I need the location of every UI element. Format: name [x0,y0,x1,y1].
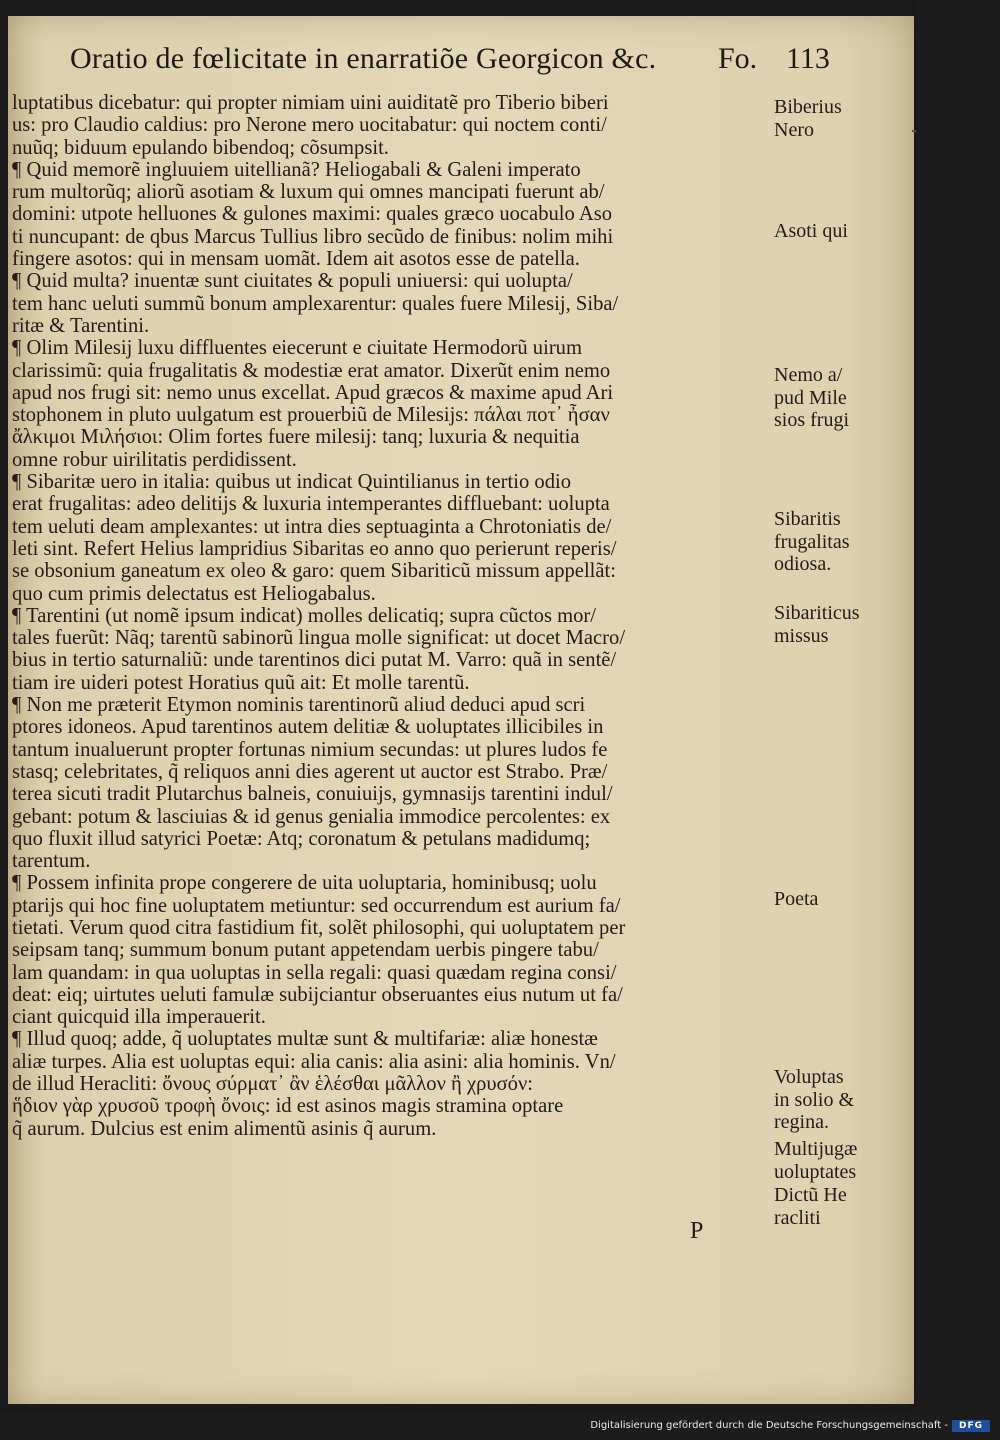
text-line: omne robur uirilitatis perdidissent. [12,448,297,471]
text-line: tarentum. [12,850,91,873]
text-line: tietati. Verum quod citra fastidium fit, solẽt philosophi, qui uoluptatem per [12,916,626,939]
marginal-note-sibariticus [774,602,914,647]
marginal-note-voluptas [774,1066,914,1134]
marginal-note-line: in solio & [774,1088,855,1111]
marginal-note-line: odiosa. [774,553,832,575]
text-line: ¶ Possem infinita prope congerere de uita uoluptaria, hominibusq; uolu [12,872,597,895]
text-line: se obsonium ganeatum ex oleo & garo: quem Sibariticũ missum appellãt: [12,560,616,583]
marginal-note-line: uoluptates [774,1160,857,1183]
marginal-note-sibaritis [774,508,914,576]
text-line: lam quandam: in qua uoluptas in sella regali: quasi quædam regina consi/ [12,961,617,984]
text-line: seipsam tanq; summum bonum putant appetendam uerbis pingere tabu/ [12,939,599,962]
marginal-note-line: Nero [774,118,814,141]
text-line: us: pro Claudio caldius: pro Nerone mero uocitabatur: qui noctem conti/ [12,114,607,137]
text-line: ptarijs qui hoc fine uoluptatem metiuntur: sed occurrendum est aurium fa/ [12,894,621,917]
running-head-title: Oratio de fœlicitate in enarratiõe Georgicon &c. [70,42,657,75]
text-line: de illud Heracliti: ὄνους σύρματ᾽ ἂν ἑλέσθαι μᾶλλον ἢ χρυσόν: [12,1073,533,1096]
text-line: quo cum primis delectatus est Heliogabalus. [12,582,376,605]
text-line: ptores idoneos. Apud tarentinos autem delitiæ & uoluptates illicibiles in [12,716,604,739]
text-line: erat frugalitas: adeo delitijs & luxuria intemperantes diffluebant: uolupta [12,493,610,516]
marginal-note-multijugae [774,1138,914,1183]
text-line: ¶ Non me præterit Etymon nominis tarentinorũ aliud deduci apud scri [12,694,586,717]
folio-label: Fo. [718,42,758,75]
text-line: ciant quicquid illa imperauerit. [12,1006,266,1029]
text-line: quo fluxit illud satyrici Poetæ: Atq; coronatum & petulans madidumq; [12,827,591,850]
text-line: rum multorũq; aliorũ asotiam & luxum qui omnes mancipati fuerunt ab/ [12,181,605,204]
marginal-note-line: Dictũ He [774,1184,847,1206]
marginal-note-line: Asoti qui [774,220,848,242]
text-line: ἄλκιμοι Μιλήσιοι: Olim fortes fuere milesij: tanq; luxuria & nequitia [12,426,580,449]
text-line: clarissimũ: quia frugalitatis & modestiæ erat amator. Dixerũt enim nemo [12,359,611,382]
text-line: ¶ Illud quoq; adde, q̃ uoluptates multæ sunt & multifariæ: aliæ honestæ [12,1028,598,1051]
text-line: domini: utpote helluones & gulones maximi: quales græco uocabulo Aso [12,203,613,226]
folio-number: 113 [786,42,830,75]
marginal-note-line: Voluptas [774,1066,844,1088]
marginal-note-line: Multijugæ [774,1138,858,1160]
text-line [12,1140,772,1162]
marginal-note-line: racliti [774,1206,821,1229]
marginal-note-nemo [774,364,914,432]
text-line: tiam ire uideri potest Horatius quũ ait: Et molle tarentũ. [12,671,470,694]
text-line: tales fuerũt: Nãq; tarentũ sabinorũ lingua molle significat: ut docet Macro/ [12,627,626,650]
text-line: nuũq; biduum epulando bibendoq; cõsumpsit. [12,136,389,159]
marginal-note-line: Biberius [774,96,842,118]
marginal-note-line: frugalitas [774,530,850,553]
marginal-note-biberius [774,96,914,141]
marginal-note-line: Sibariticus [774,602,860,624]
dfg-logo: DFG [952,1420,990,1432]
text-line: q̃ aurum. Dulcius est enim alimentũ asinis q̃ aurum. [12,1117,437,1140]
text-line: ¶ Sibaritæ uero in italia: quibus ut indicat Quintilianus in tertio odio [12,471,572,494]
marginal-note-line: Nemo a/ [774,364,843,386]
text-line: fingere asotos: qui in mensam uomãt. Idem ait asotos esse de patella. [12,248,580,271]
text-line: stophonem in pluto uulgatum est prouerbiũ de Milesijs: πάλαι ποτ᾽ ἦσαν [12,404,610,427]
signature-mark: P [690,1218,704,1244]
text-line: luptatibus dicebatur: qui propter nimiam uini auiditatẽ pro Tiberio biberi [12,92,609,114]
text-line: ¶ Tarentini (ut nomẽ ipsum indicat) molles delicatiq; supra cũctos mor/ [12,604,597,627]
dfg-footer-text: Digitalisierung gefördert durch die Deutsche Forschungsgemeinschaft - [590,1420,948,1431]
text-line: tem ueluti deam amplexantes: ut intra dies septuaginta a Chrotoniatis de/ [12,515,612,538]
marginal-note-poeta [774,888,914,911]
text-line: ἥδιον γὰρ χρυσοῦ τροφὴ ὄνοις: id est asinos magis stramina optare [12,1095,564,1118]
text-line: ritæ & Tarentini. [12,314,150,337]
text-line: gebant: potum & lasciuias & id genus genialia immodice percolentes: ex [12,805,611,828]
marginal-note-line: pud Mile [774,386,847,409]
marginal-note-line: missus [774,624,829,647]
marginal-note-line: regina. [774,1111,829,1133]
text-line: stasq; celebritates, q̃ reliquos anni dies agerent ut auctor est Strabo. Præ/ [12,760,608,783]
marginal-note-line: Poeta [774,888,819,910]
marginal-note-line: sios frugi [774,409,849,431]
body-text [12,92,772,1162]
text-line: deat: eiq; uirtutes ueluti famulæ subijciantur obseruantes eius nutum ut fa/ [12,983,623,1006]
text-line: ¶ Quid multa? inuentæ sunt ciuitates & populi uniuersi: qui uolupta/ [12,270,573,293]
text-line: terea sicuti tradit Plutarchus balneis, conuiuijs, gymnasijs tarentini indul/ [12,783,613,806]
text-line: ¶ Olim Milesij luxu diffluentes eiecerunt e ciuitate Hermodorũ uirum [12,337,582,360]
text-line: leti sint. Refert Helius lampridius Sibaritas eo anno quo perierunt reperis/ [12,537,617,560]
text-line: ¶ Quid memorẽ ingluuiem uitellianã? Heliogabali & Galeni imperato [12,158,581,181]
marginal-note-dictu [774,1184,914,1229]
text-line: tem hanc ueluti summũ bonum amplexarentur: quales fuere Milesij, Siba/ [12,292,619,315]
text-line: bius in tertio saturnaliũ: unde tarentinos dici putat M. Varro: quã in sentẽ/ [12,649,617,672]
marginal-note-asoti [774,220,914,243]
text-line: tantum inualuerunt propter fortunas nimium secundas: ut plures ludos fe [12,738,608,761]
text-line: ti nuncupant: de qbus Marcus Tullius libro secũdo de finibus: nolim mihi [12,225,614,248]
text-line: apud nos frugi sit: nemo unus excellat. Apud græcos & maxime apud Ari [12,381,614,404]
text-line: aliæ turpes. Alia est uoluptas equi: alia canis: alia asini: alia hominis. Vn/ [12,1050,616,1073]
marginal-note-line: Sibaritis [774,508,841,530]
